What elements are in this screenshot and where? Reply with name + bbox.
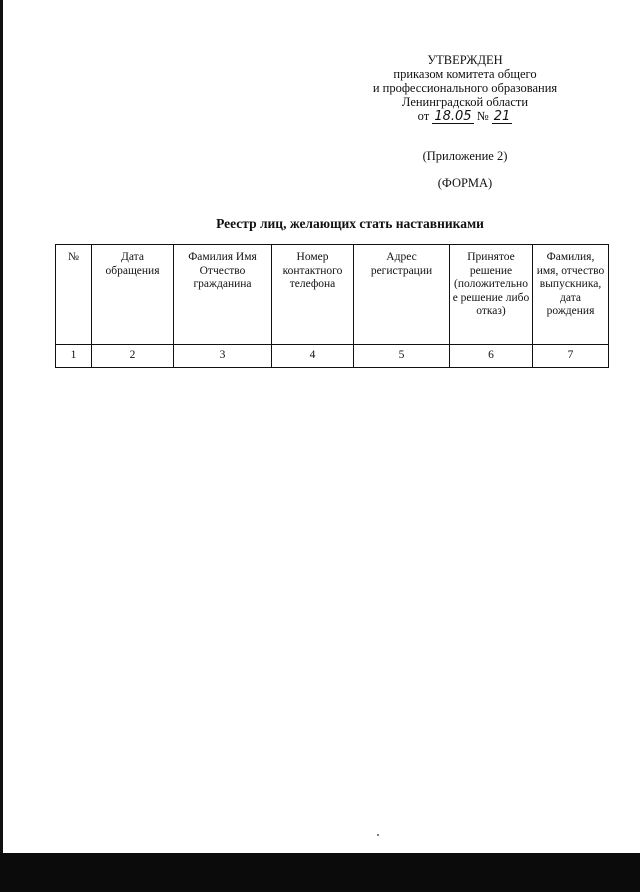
appendix-label: (Приложение 2) [422,149,508,163]
header-request-date: Дата обращения [92,245,174,345]
header-graduate: Фамилия, имя, отчество выпускника, дата рождения [533,245,609,345]
approval-line-3: Ленинградской области [401,95,529,109]
approval-title: УТВЕРЖДЕН [427,53,503,67]
approval-line-1: приказом комитета общего [393,67,537,81]
approval-date-line [350,109,580,124]
table-cell: 1 [56,345,92,368]
scan-left-edge [0,0,3,892]
scan-speck [377,834,379,836]
table-cell: 6 [450,345,533,368]
header-phone: Номер контактного телефона [272,245,354,345]
approval-line-2: и профессионального образования [372,81,558,95]
handwritten-date: 18.05 [434,109,472,124]
table-cell: 3 [174,345,272,368]
approval-stamp [350,53,580,124]
header-citizen-name: Фамилия Имя Отчество гражданина [174,245,272,345]
form-label: (ФОРМА) [437,176,493,190]
registry-table [55,244,609,368]
date-prefix: от [417,109,430,123]
scan-bottom-bar [0,853,640,892]
table-cell: 2 [92,345,174,368]
number-sign: № [476,109,489,123]
table-cell: 4 [272,345,354,368]
handwritten-number: 21 [493,109,511,124]
header-address: Адрес регистрации [354,245,450,345]
table-cell: 5 [354,345,450,368]
header-decision: Принятое решение (положительное решение либо отказ) [450,245,533,345]
table-cell: 7 [533,345,609,368]
document-title: Реестр лиц, желающих стать наставниками [216,216,484,231]
header-number: № [56,245,92,345]
table-header-row [56,245,609,345]
table-row [56,345,609,368]
